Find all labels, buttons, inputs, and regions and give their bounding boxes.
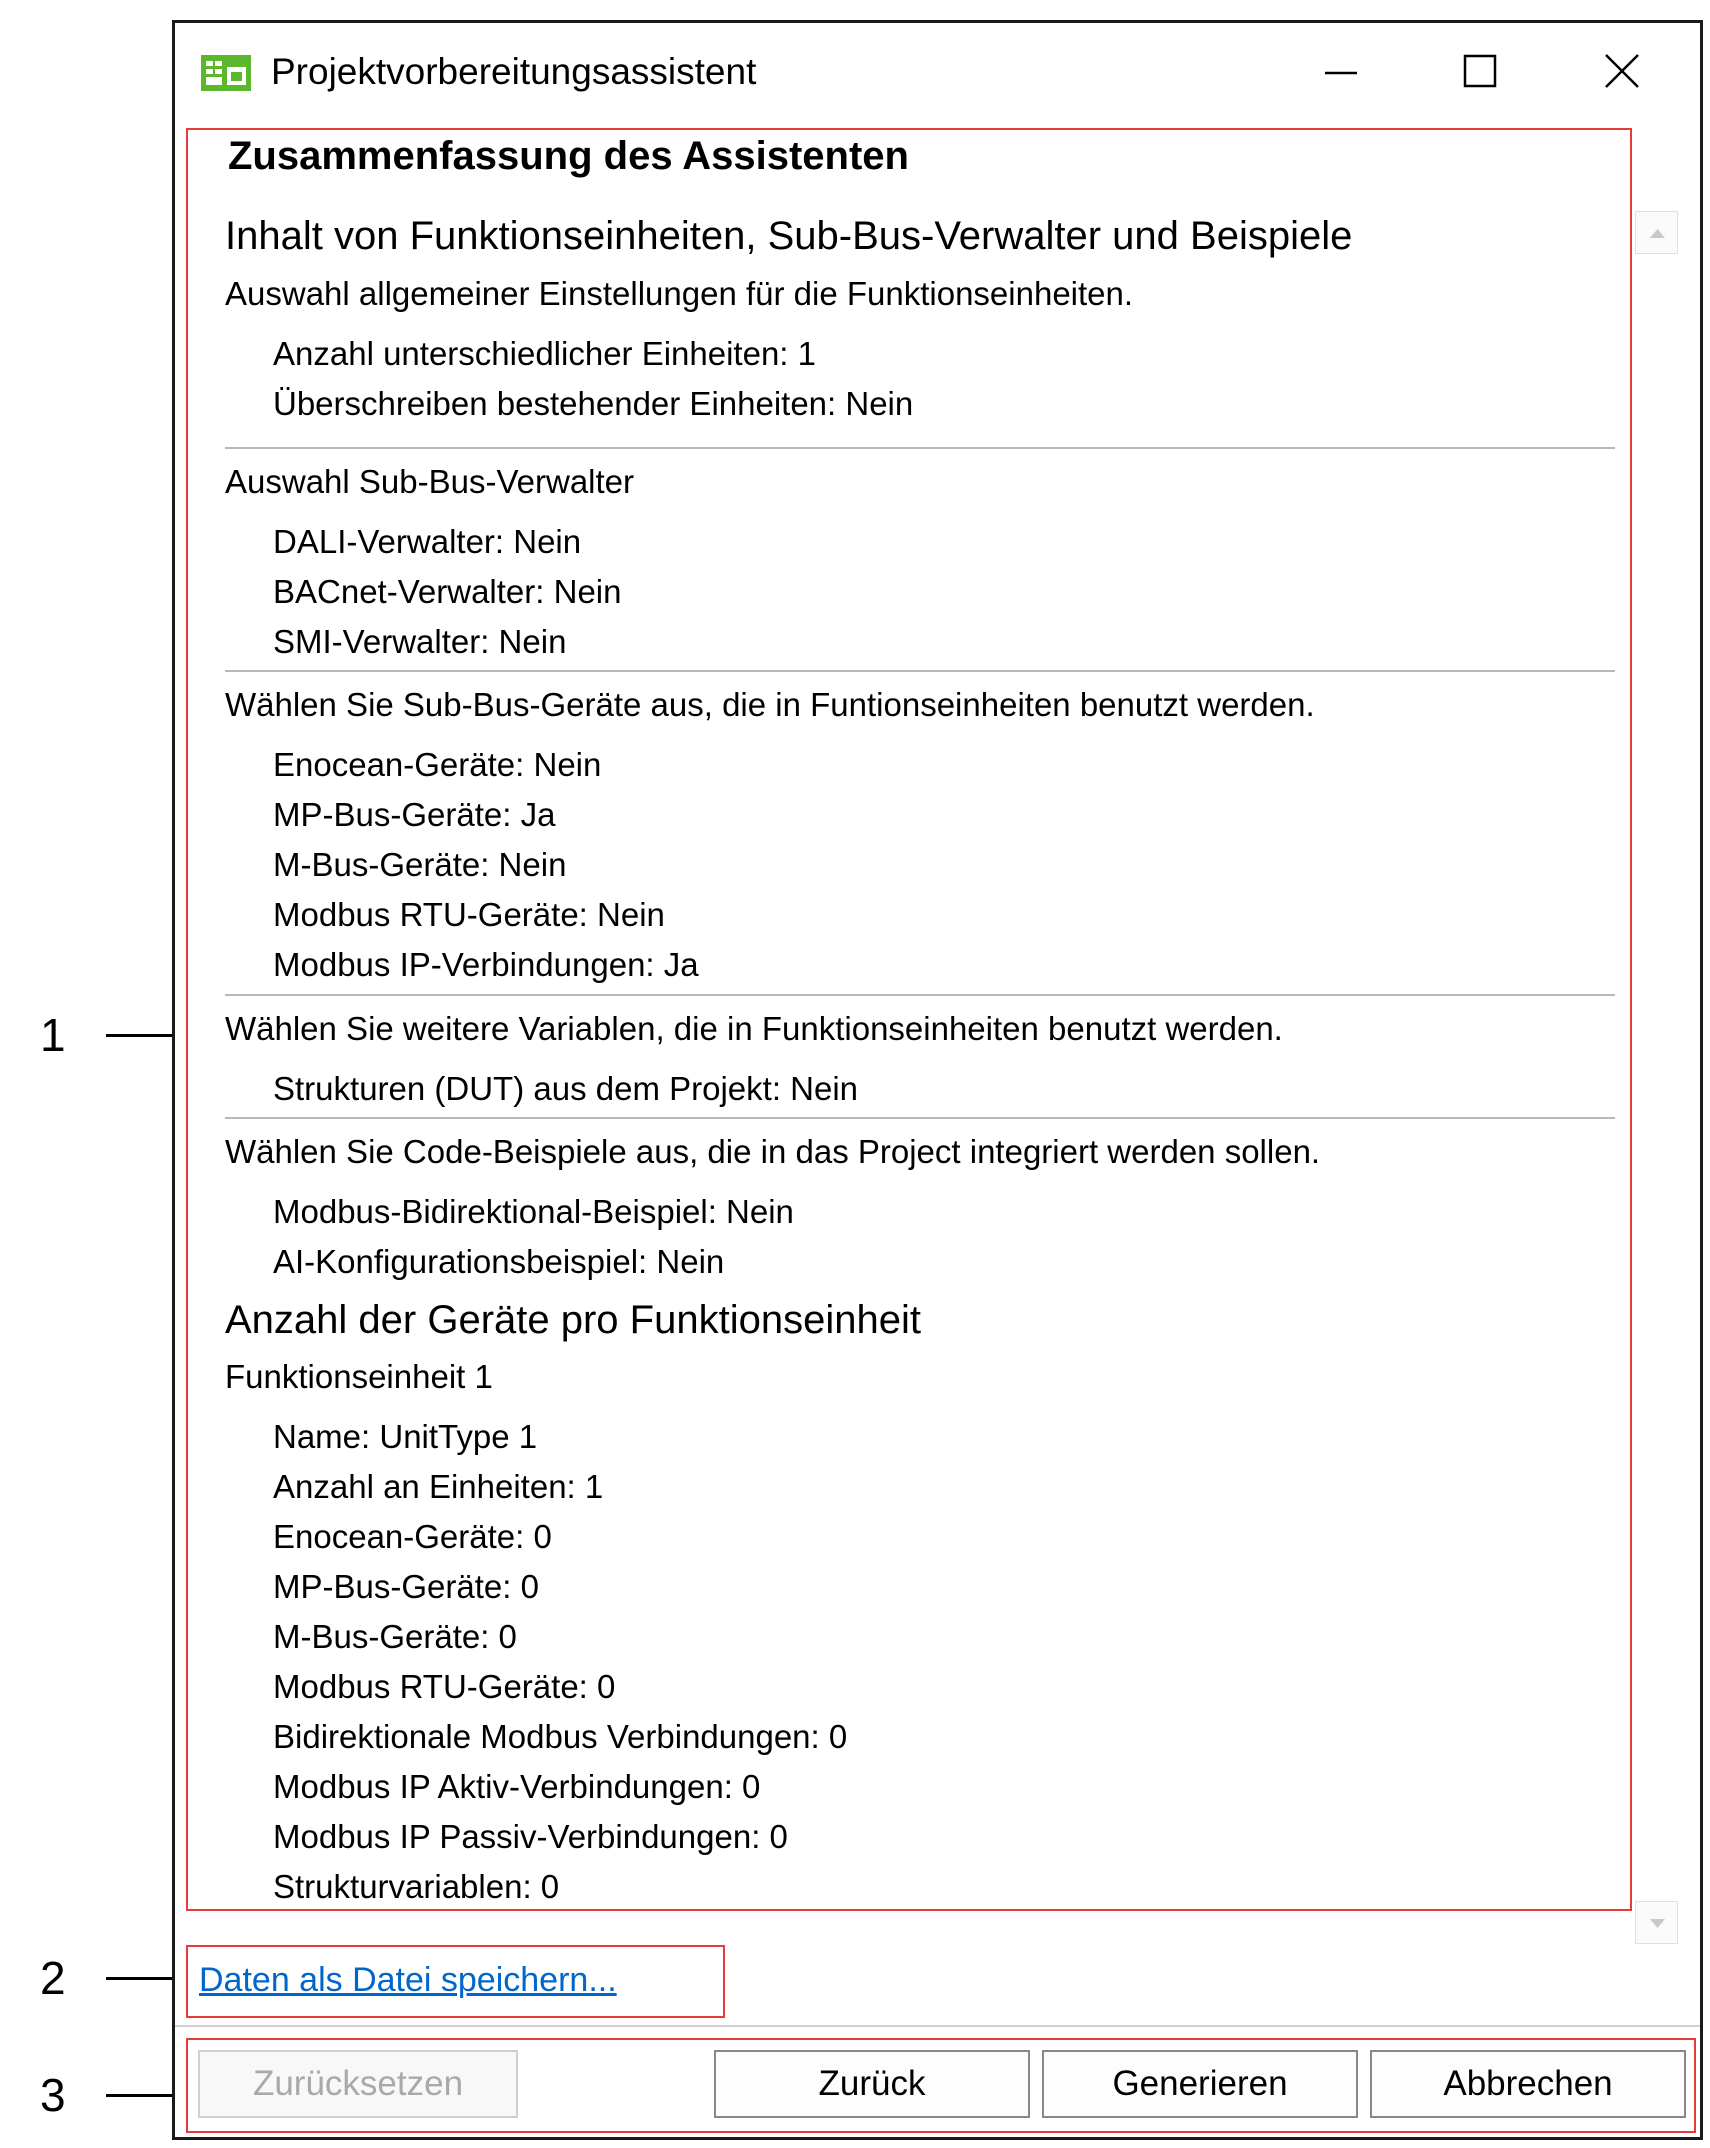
divider [225, 994, 1615, 996]
summary-item: DALI-Verwalter: Nein [273, 523, 582, 560]
summary-item: Modbus IP Passiv-Verbindungen: 0 [273, 1818, 788, 1855]
scroll-up-icon [1636, 212, 1679, 255]
variables-caption: Wählen Sie weitere Variablen, die in Funktionseinheiten benutzt werden. [225, 1010, 1283, 1047]
summary-item: Anzahl an Einheiten: 1 [273, 1468, 604, 1505]
summary-item: Strukturvariablen: 0 [273, 1868, 560, 1905]
summary-panel [186, 128, 1632, 1911]
divider [225, 447, 1615, 449]
summary-item: Modbus IP Aktiv-Verbindungen: 0 [273, 1768, 761, 1805]
summary-item: Enocean-Geräte: Nein [273, 746, 602, 783]
callout-1: 1 [40, 1009, 66, 1061]
vertical-scrollbar[interactable] [1635, 211, 1680, 1946]
wizard-dialog [172, 20, 1703, 2140]
maximize-icon [1445, 37, 1515, 107]
summary-item: Bidirektionale Modbus Verbindungen: 0 [273, 1718, 848, 1755]
summary-item: Anzahl unterschiedlicher Einheiten: 1 [273, 335, 817, 372]
callout-3: 3 [40, 2069, 66, 2121]
app-grid-icon [201, 55, 251, 91]
summary-heading: Zusammenfassung des Assistenten [228, 134, 909, 178]
summary-item: BACnet-Verwalter: Nein [273, 573, 622, 610]
subbus-devices-caption: Wählen Sie Sub-Bus-Geräte aus, die in Funtionseinheiten benutzt werden. [225, 686, 1315, 723]
subbus-manager-caption: Auswahl Sub-Bus-Verwalter [225, 463, 635, 500]
summary-item: MP-Bus-Geräte: 0 [273, 1568, 539, 1605]
minimize-icon [1305, 37, 1375, 107]
summary-item: Strukturen (DUT) aus dem Projekt: Nein [273, 1070, 859, 1107]
scroll-up-button[interactable] [1635, 211, 1678, 254]
general-settings-caption: Auswahl allgemeiner Einstellungen für die Funktionseinheiten. [225, 275, 1134, 312]
summary-item: Modbus RTU-Geräte: Nein [273, 896, 665, 933]
summary-item: Modbus-Bidirektional-Beispiel: Nein [273, 1193, 794, 1230]
generate-button[interactable]: Generieren [1042, 2050, 1358, 2118]
reset-button[interactable]: Zurücksetzen [198, 2050, 518, 2118]
summary-item: AI-Konfigurationsbeispiel: Nein [273, 1243, 725, 1280]
scroll-down-icon [1636, 1902, 1679, 1945]
title-bar [175, 23, 1700, 118]
summary-item: MP-Bus-Geräte: Ja [273, 796, 556, 833]
maximize-button[interactable] [1445, 37, 1515, 107]
summary-item: Enocean-Geräte: 0 [273, 1518, 552, 1555]
minimize-button[interactable] [1305, 37, 1375, 107]
button-bar [186, 2038, 1696, 2133]
close-icon [1587, 37, 1657, 107]
summary-item: M-Bus-Geräte: 0 [273, 1618, 517, 1655]
scroll-down-button[interactable] [1635, 1901, 1678, 1944]
window-title: Projektvorbereitungsassistent [271, 51, 757, 92]
section-contents-title: Inhalt von Funktionseinheiten, Sub-Bus-Verwalter und Beispiele [225, 214, 1353, 258]
summary-item: Name: UnitType 1 [273, 1418, 538, 1455]
save-as-file-link[interactable]: Daten als Datei speichern... [199, 1961, 617, 1999]
save-link-area [186, 1945, 725, 2018]
cancel-button[interactable]: Abbrechen [1370, 2050, 1686, 2118]
footer-divider [175, 2025, 1700, 2027]
divider [225, 670, 1615, 672]
section-devices-title: Anzahl der Geräte pro Funktionseinheit [225, 1298, 921, 1342]
summary-item: M-Bus-Geräte: Nein [273, 846, 567, 883]
summary-item: SMI-Verwalter: Nein [273, 623, 567, 660]
close-button[interactable] [1587, 37, 1657, 107]
summary-item: Überschreiben bestehender Einheiten: Nein [273, 385, 914, 422]
summary-item: Modbus RTU-Geräte: 0 [273, 1668, 616, 1705]
back-button[interactable]: Zurück [714, 2050, 1030, 2118]
summary-item: Modbus IP-Verbindungen: Ja [273, 946, 699, 983]
callout-2: 2 [40, 1952, 66, 2004]
divider [225, 1117, 1615, 1119]
unit-caption: Funktionseinheit 1 [225, 1358, 493, 1395]
code-examples-caption: Wählen Sie Code-Beispiele aus, die in das Project integriert werden sollen. [225, 1133, 1321, 1170]
